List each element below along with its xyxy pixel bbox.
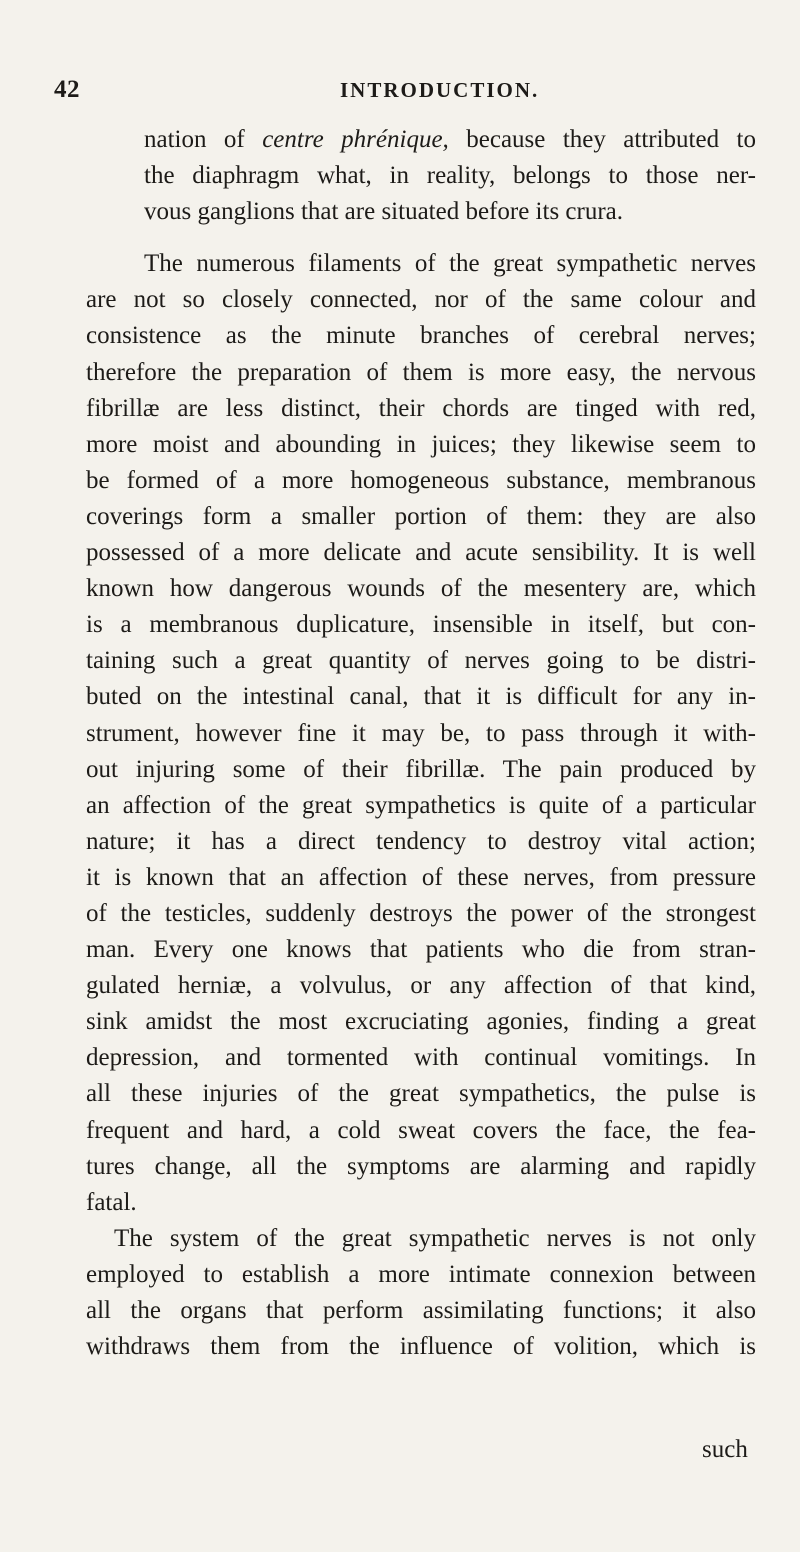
text-line: all the organs that perform assimilating functions; it also bbox=[86, 1297, 756, 1324]
text-line: all these injuries of the great sympathetics, the pulse is bbox=[86, 1080, 756, 1108]
text-line: employed to establish a more intimate connexion between bbox=[86, 1260, 756, 1288]
page-number: 42 bbox=[54, 76, 80, 103]
text-line: it is known that an affection of these nerves, from pressure bbox=[86, 863, 756, 891]
text-line: therefore the preparation of them is more easy, the nervous bbox=[86, 358, 756, 386]
page-header bbox=[54, 76, 754, 112]
body-text bbox=[54, 122, 756, 1365]
text-line: buted on the intestinal canal, that it is difficult for any in- bbox=[86, 683, 756, 711]
text-line: withdraws them from the influence of volition, which is bbox=[86, 1333, 756, 1361]
text-line: coverings form a smaller portion of them: they are also bbox=[86, 502, 756, 530]
text-line: The system of the great sympathetic nerves is not only bbox=[114, 1224, 756, 1252]
text-line: are not so closely connected, nor of the same colour and bbox=[86, 286, 756, 314]
text-line: sink amidst the most excruciating agonies, finding a great bbox=[86, 1008, 756, 1036]
text-line: the diaphragm what, in reality, belongs to those ner- bbox=[144, 162, 756, 190]
text-line: nation of centre phrénique, because they attributed to bbox=[144, 126, 756, 153]
text-line: man. Every one knows that patients who die from stran- bbox=[86, 936, 756, 964]
text-line: an affection of the great sympathetics is quite of a particular bbox=[86, 791, 756, 819]
text-line: taining such a great quantity of nerves going to be distri- bbox=[86, 647, 756, 675]
text-line: be formed of a more homogeneous substance, membranous bbox=[86, 466, 756, 494]
italic-term: centre phrénique, bbox=[262, 126, 449, 153]
text-line: tures change, all the symptoms are alarming and rapidly bbox=[86, 1152, 756, 1180]
text-line: strument, however fine it may be, to pass through it with- bbox=[86, 719, 756, 747]
running-head: INTRODUCTION. bbox=[340, 78, 540, 102]
text-line: vous ganglions that are situated before its crura. bbox=[144, 198, 624, 226]
text-line: out injuring some of their fibrillæ. The pain produced by bbox=[86, 755, 756, 783]
text-line: fibrillæ are less distinct, their chords are tinged with red, bbox=[86, 394, 756, 422]
text-line: frequent and hard, a cold sweat covers the face, the fea- bbox=[86, 1116, 756, 1144]
text-line: possessed of a more delicate and acute sensibility. It is well bbox=[86, 539, 756, 567]
text-line: fatal. bbox=[86, 1188, 137, 1216]
text-line: consistence as the minute branches of cerebral nerves; bbox=[86, 322, 756, 350]
text-line: more moist and abounding in juices; they likewise seem to bbox=[86, 430, 756, 458]
text-line: known how dangerous wounds of the mesentery are, which bbox=[86, 575, 756, 603]
text-line: is a membranous duplicature, insensible in itself, but con- bbox=[86, 611, 756, 639]
text-line: The numerous filaments of the great sympathetic nerves bbox=[144, 250, 756, 278]
text-line: of the testicles, suddenly destroys the power of the strongest bbox=[86, 899, 756, 927]
text-line: gulated herniæ, a volvulus, or any affection of that kind, bbox=[86, 972, 756, 1000]
text-line: depression, and tormented with continual vomitings. In bbox=[86, 1044, 756, 1072]
text-line: nature; it has a direct tendency to destroy vital action; bbox=[86, 827, 756, 855]
catchword: such bbox=[702, 1436, 748, 1463]
